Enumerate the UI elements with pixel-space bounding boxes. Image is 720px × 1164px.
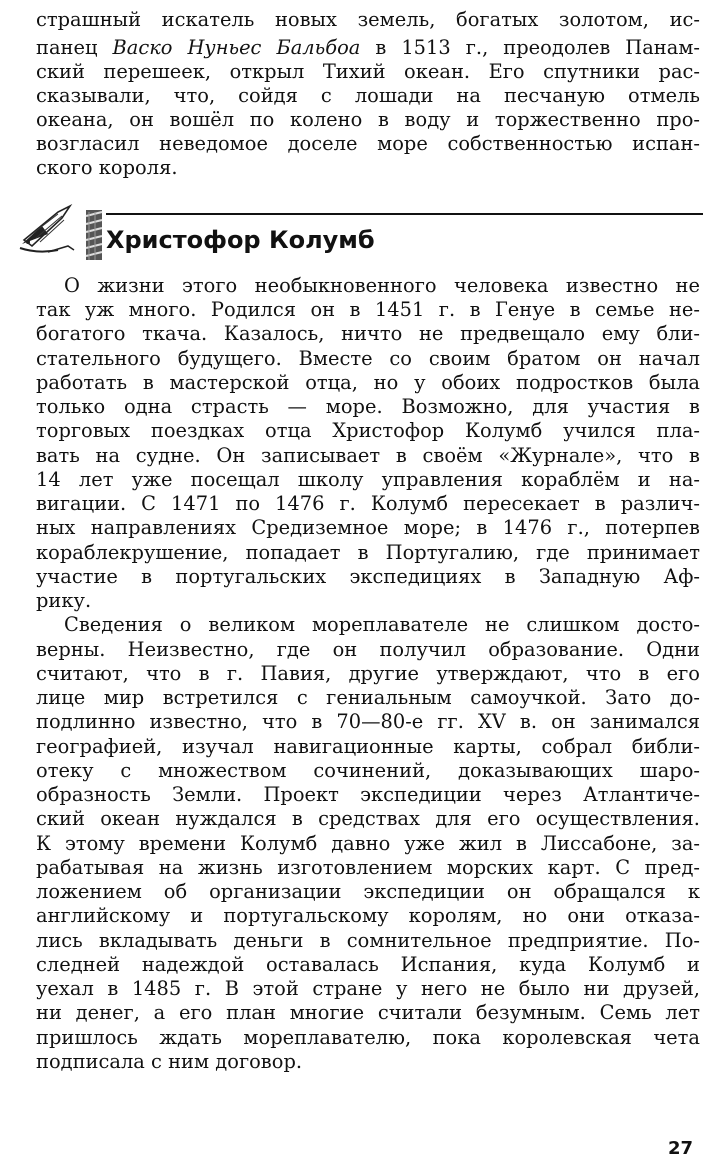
text-line: Сведения о великом мореплавателе не слишком досто- (64, 613, 700, 636)
text-line: торговых поездках отца Христофор Колумб учился пла- (36, 419, 700, 442)
text-line: вать на судне. Он записывает в своём «Журнале», что в (36, 444, 700, 467)
text-line: верны. Неизвестно, где он получил образование. Одни (36, 638, 700, 661)
text-line: вигации. С 1471 по 1476 г. Колумб пересекает в различ- (36, 492, 700, 515)
text-line: рику. (36, 589, 92, 612)
text-line: К этому времени Колумб давно уже жил в Лиссабоне, за- (36, 832, 700, 855)
text-line: английскому и португальскому королям, но они отказа- (36, 904, 700, 927)
section-title: Христофор Колумб (106, 226, 375, 254)
heading-pattern-bar (83, 208, 105, 262)
text-line: лись вкладывать деньги в сомнительное предприятие. По- (36, 929, 700, 952)
page-number: 27 (668, 1138, 694, 1159)
text-line: страшный искатель новых земель, богатых золотом, ис- (36, 8, 700, 31)
person-name: Васко Нуньес Бальбоа (112, 36, 361, 59)
text-line: пришлось ждать мореплавателю, пока королевская чета (36, 1026, 700, 1049)
text-line: О жизни этого необыкновенного человека известно не (64, 274, 700, 297)
section-heading (18, 200, 703, 260)
text-line: богатого ткача. Казалось, ничто не предвещало ему бли- (36, 322, 700, 345)
text-line: океана, он вошёл по колено в воду и торжественно про- (36, 108, 700, 131)
text-line: рабатывая на жизнь изготовлением морских карт. С пред- (36, 856, 700, 879)
text-line: ский перешеек, открыл Тихий океан. Его спутники рас- (36, 60, 700, 83)
text-line: ложением об организации экспедиции он обращался к (36, 880, 700, 903)
text-line: только одна страсть — море. Возможно, для участия в (36, 395, 700, 418)
text-line: подлинно известно, что в 70—80-е гг. XV в. он занимался (36, 710, 700, 733)
text-fragment: панец (36, 36, 113, 59)
text-line: ского короля. (36, 156, 178, 179)
text-line: так уж много. Родился он в 1451 г. в Генуе в семье не- (36, 298, 700, 321)
text-line: участие в португальских экспедициях в Западную Аф- (36, 565, 700, 588)
text-line: 14 лет уже посещал школу управления кораблём и на- (36, 468, 700, 491)
text-line: уехал в 1485 г. В этой стране у него не было ни друзей, (36, 977, 700, 1000)
text-line: географией, изучал навигационные карты, собрал библи- (36, 735, 700, 758)
text-line: стательного будущего. Вместе со своим братом он начал (36, 347, 700, 370)
text-fragment: в 1513 г., преодолев Панам- (360, 36, 700, 59)
heading-rule (106, 213, 703, 215)
text-line: кораблекрушение, попадает в Португалию, где принимает (36, 541, 700, 564)
text-line: лице мир встретился с гениальным самоучкой. Зато до- (36, 686, 700, 709)
text-line: работать в мастерской отца, но у обоих подростков была (36, 371, 700, 394)
text-line: ни денег, а его план многие считали безумным. Семь лет (36, 1001, 700, 1024)
text-line: образность Земли. Проект экспедиции через Атлантиче- (36, 783, 700, 806)
text-line: возгласил неведомое доселе море собственностью испан- (36, 132, 700, 155)
quill-pen-icon (18, 204, 80, 258)
text-line: считают, что в г. Павия, другие утверждают, что в его (36, 662, 700, 685)
text-line: ский океан нуждался в средствах для его осуществления. (36, 807, 700, 830)
text-line: сказывали, что, сойдя с лошади на песчаную отмель (36, 84, 700, 107)
text-line: подписала с ним договор. (36, 1050, 303, 1073)
text-line: ных направлениях Средиземное море; в 1476 г., потерпев (36, 516, 700, 539)
text-line: отеку с множеством сочинений, доказывающих шаро- (36, 759, 700, 782)
text-line: следней надеждой оставалась Испания, куда Колумб и (36, 953, 700, 976)
